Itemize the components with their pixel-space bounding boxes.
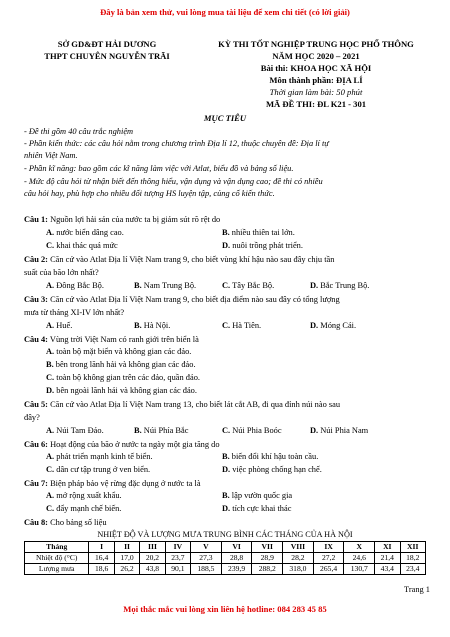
table-header-cell: XI <box>375 542 400 553</box>
option-c[interactable]: C. toàn bộ không gian trên các đảo, quần đảo. <box>46 373 200 382</box>
table-cell: 16,4 <box>89 553 114 564</box>
question-text-cont: đây? <box>24 413 40 422</box>
table-cell: 18,6 <box>89 564 114 575</box>
table-header-row <box>25 542 426 553</box>
option-d[interactable]: D. bên ngoài lãnh hải và không gian các đảo. <box>46 386 197 395</box>
bottom-notice: Mọi thắc mắc vui lòng xin liên hệ hotline: 084 283 45 85 <box>123 604 327 614</box>
question-text: Cho bảng số liệu <box>50 518 107 527</box>
option-c[interactable]: C. Núi Phia Boóc <box>222 426 282 435</box>
option-d[interactable]: D. nuôi trồng phát triển. <box>222 241 303 250</box>
table-header-cell: VIII <box>283 542 314 553</box>
question-7 <box>24 478 201 489</box>
table-cell: 239,9 <box>221 564 252 575</box>
option-c[interactable]: C. dân cư tập trung ở ven biển. <box>46 465 151 474</box>
question-text: Căn cứ vào Atlat Địa lí Việt Nam trang 13, cho biết lát cắt AB, đi qua đỉnh núi nào sau <box>50 400 341 409</box>
objective-line: - Đề thi gồm 40 câu trắc nghiệm <box>24 127 134 136</box>
table-cell: 20,2 <box>140 553 165 564</box>
option-b[interactable]: B. biến đổi khí hậu toàn cầu. <box>222 452 319 461</box>
table-cell: 28,2 <box>283 553 314 564</box>
question-label: Câu 3: <box>24 295 48 304</box>
option-d[interactable]: D. Bắc Trung Bộ. <box>310 281 370 290</box>
exam-duration: Thời gian làm bài: 50 phút <box>269 87 363 97</box>
table-cell: 17,0 <box>114 553 139 564</box>
table-header-cell: I <box>89 542 114 553</box>
question-text: Vùng trời Việt Nam có ranh giới trên biển là <box>49 335 199 344</box>
table-cell: Nhiệt độ (°C) <box>25 553 89 564</box>
option-b[interactable]: B. nhiều thiên tai lớn. <box>222 228 295 237</box>
table-cell: 27,2 <box>313 553 344 564</box>
option-d[interactable]: D. Móng Cái. <box>310 321 357 330</box>
exam-code: MÃ ĐỀ THI: ĐL K21 - 301 <box>265 99 367 109</box>
component-subject: Môn thành phần: ĐỊA LÍ <box>269 75 363 85</box>
question-text: Hoạt động của bão ở nước ta ngày một gia tăng do <box>50 440 220 449</box>
table-cell: 288,2 <box>252 564 283 575</box>
question-label: Câu 6: <box>24 440 48 449</box>
table-cell: 43,4 <box>375 564 400 575</box>
question-text: Biện pháp bảo vệ rừng đặc dụng ở nước ta là <box>50 479 201 488</box>
table-cell: 27,3 <box>191 553 222 564</box>
question-8 <box>24 517 107 528</box>
table-cell: 21,4 <box>375 553 400 564</box>
table-header-cell: VI <box>221 542 252 553</box>
option-a[interactable]: A. Núi Tam Đảo. <box>46 426 104 435</box>
table-header-cell: II <box>114 542 139 553</box>
table-row <box>25 553 426 564</box>
table-cell: 28,8 <box>221 553 252 564</box>
exam-subject: Bài thi: KHOA HỌC XÃ HỘI <box>260 63 372 73</box>
option-a[interactable]: A. phát triển mạnh kinh tế biển. <box>46 452 153 461</box>
table-row <box>25 564 426 575</box>
option-d[interactable]: D. tích cực khai thác <box>222 504 292 513</box>
table-cell: 24,6 <box>344 553 375 564</box>
option-d[interactable]: D. việc phòng chống hạn chế. <box>222 465 322 474</box>
question-text: Nguồn lợi hải sản của nước ta bị giảm sút rõ rệt do <box>50 215 221 224</box>
school-year: NĂM HỌC 2020 – 2021 <box>272 51 360 61</box>
table-cell: 188,5 <box>191 564 222 575</box>
option-a[interactable]: A. toàn bộ mặt biển và không gian các đảo. <box>46 347 192 356</box>
question-label: Câu 4: <box>24 335 48 344</box>
option-a[interactable]: A. mở rộng xuất khẩu. <box>46 491 122 500</box>
table-cell: 23,4 <box>400 564 425 575</box>
question-3 <box>24 294 340 305</box>
question-label: Câu 1: <box>24 215 48 224</box>
option-a[interactable]: A. Huế. <box>46 321 73 330</box>
objectives-title: MỤC TIÊU <box>203 113 247 123</box>
table-cell: 130,7 <box>344 564 375 575</box>
option-c[interactable]: C. Hà Tiên. <box>222 321 262 330</box>
table-caption: NHIỆT ĐỘ VÀ LƯỢNG MƯA TRUNG BÌNH CÁC THÁNG CỦA HÀ NỘI <box>97 530 353 539</box>
option-d[interactable]: D. Núi Phia Nam <box>310 426 369 435</box>
question-2 <box>24 254 334 265</box>
table-cell: 26,2 <box>114 564 139 575</box>
option-c[interactable]: C. khai thác quá mức <box>46 241 118 250</box>
option-b[interactable]: B. Núi Phía Bắc <box>134 426 189 435</box>
question-text-cont: mưa từ tháng XI-IV lớn nhất? <box>24 308 125 317</box>
option-b[interactable]: B. Nam Trung Bộ. <box>134 281 197 290</box>
question-1 <box>24 214 220 225</box>
question-5 <box>24 399 340 410</box>
question-label: Câu 2: <box>24 255 48 264</box>
option-b[interactable]: B. lập vườn quốc gia <box>222 491 293 500</box>
option-b[interactable]: B. Hà Nội. <box>134 321 171 330</box>
table-cell: 28,9 <box>252 553 283 564</box>
table-cell: 265,4 <box>313 564 344 575</box>
question-4 <box>24 334 199 345</box>
question-label: Câu 5: <box>24 400 48 409</box>
question-text-cont: suất của bão lớn nhất? <box>24 268 99 277</box>
option-c[interactable]: C. đẩy mạnh chế biến. <box>46 504 122 513</box>
table-header-cell: X <box>344 542 375 553</box>
option-a[interactable]: A. nước biển dâng cao. <box>46 228 124 237</box>
option-b[interactable]: B. bên trong lãnh hải và không gian các đảo. <box>46 360 196 369</box>
table-cell: 43,8 <box>140 564 165 575</box>
table-header-cell: VII <box>252 542 283 553</box>
objective-line: nhiên Việt Nam. <box>24 151 78 160</box>
table-cell: 23,7 <box>165 553 190 564</box>
exam-title: KỲ THI TỐT NGHIỆP TRUNG HỌC PHỔ THÔNG <box>218 39 414 49</box>
table-header-cell: Tháng <box>25 542 89 553</box>
data-table <box>24 541 426 575</box>
table-header-cell: V <box>191 542 222 553</box>
question-label: Câu 8: <box>24 518 48 527</box>
table-cell: Lượng mưa <box>25 564 89 575</box>
question-text: Căn cứ vào Atlat Địa lí Việt Nam trang 9, cho biết vùng khí hậu nào sau đây chịu tần <box>50 255 335 264</box>
question-label: Câu 7: <box>24 479 48 488</box>
objective-line: - Mức độ câu hỏi từ nhận biết đến thông hiểu, vận dụng và vận dụng cao; đề thi có nhiều <box>24 177 323 186</box>
top-notice: Đây là bản xem thử, vui lòng mua tài liệu để xem chi tiết (có lời giải) <box>100 7 350 17</box>
page-number: Trang 1 <box>404 585 430 594</box>
table-header-cell: III <box>140 542 165 553</box>
option-a[interactable]: A. Đông Bắc Bộ. <box>46 281 104 290</box>
option-c[interactable]: C. Tây Bắc Bộ. <box>222 281 275 290</box>
school-name: THPT CHUYÊN NGUYỄN TRÃI <box>44 51 170 61</box>
objective-line: - Phần kiến thức: các câu hỏi nằm trong chương trình Địa lí 12, thuộc chuyên đề: Địa lí tự <box>24 139 329 148</box>
question-text: Căn cứ vào Atlat Địa lí Việt Nam trang 9, cho biết địa điểm nào sau đây có tổng lượng <box>50 295 340 304</box>
table-header-cell: XII <box>400 542 425 553</box>
table-cell: 90,1 <box>165 564 190 575</box>
table-cell: 18,2 <box>400 553 425 564</box>
table-header-cell: IX <box>313 542 344 553</box>
table-cell: 318,0 <box>283 564 314 575</box>
question-6 <box>24 439 220 450</box>
objective-line: câu hỏi hay, phù hợp cho nhiều đối tượng HS luyện tập, củng cố kiến thức. <box>24 189 275 198</box>
objective-line: - Phần kĩ năng: bao gồm các kĩ năng làm việc với Atlat, biểu đồ và bảng số liệu. <box>24 164 294 173</box>
school-department: SỞ GD&ĐT HẢI DƯƠNG <box>57 39 157 49</box>
table-header-cell: IV <box>165 542 190 553</box>
